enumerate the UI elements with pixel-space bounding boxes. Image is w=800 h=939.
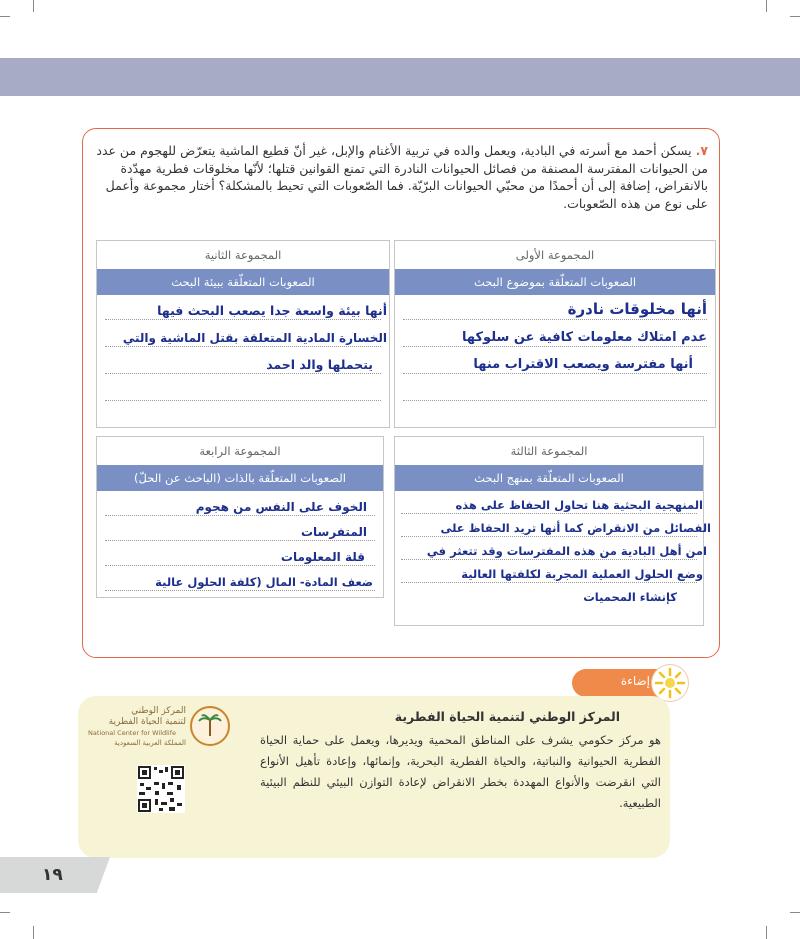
- answer-text: المتفرسات: [300, 525, 367, 539]
- answer-line[interactable]: [401, 491, 703, 514]
- group-4-subtitle: الصعوبات المتعلّقة بالذات (الباحث عن الحلّ): [97, 465, 383, 491]
- group-3-card: [394, 436, 711, 626]
- answer-line[interactable]: [105, 295, 387, 320]
- answer-line[interactable]: [105, 491, 375, 516]
- answer-text: الخسارة المادية المتعلقة بقتل الماشية والتي: [122, 331, 387, 345]
- group-3-title: المجموعة الثالثة: [510, 444, 588, 458]
- answer-line[interactable]: [401, 537, 707, 560]
- logo-text-en: National Center for Wildlife: [88, 729, 177, 737]
- answer-text: ضعف المادة- المال (كلفة الحلول عالية: [155, 575, 373, 589]
- answer-line[interactable]: [105, 320, 387, 347]
- answer-line[interactable]: [105, 541, 375, 566]
- crop-mark: [33, 0, 34, 12]
- header-band: [0, 58, 800, 96]
- sidebar-tab: [572, 669, 682, 697]
- answer-line[interactable]: [403, 295, 707, 320]
- answer-text: عدم امتلاك معلومات كافية عن سلوكها: [462, 330, 707, 345]
- crop-mark: [790, 912, 800, 913]
- crop-mark: [766, 926, 767, 939]
- answer-text: المنهجية البحثية هنا تحاول الحفاظ على هذه: [455, 498, 703, 512]
- light-icon: [652, 665, 688, 701]
- answer-line[interactable]: [105, 347, 381, 374]
- answer-text: الفصائل من الانقراض كما أنها تريد الحفاظ على: [440, 521, 711, 535]
- answer-line[interactable]: [403, 347, 707, 374]
- crop-mark: [766, 0, 767, 12]
- question-body: يسكن أحمد مع أسرته في البادية، ويعمل والده في تربية الأغنام والإبل، غير أنّ قطيع الماشية يتعرّض للهجوم من عدد من الحيوانات المفترسة المصنفة من فصائل الحيوانات النادرة التي تمنع القوانين قتلها؛ لأنّها مخلوقات فطرية مهدّدة بالانقراض، إضافة إلى أن أحمدًا من محبّي الحيوانات البرّيّة. فما الصّعوبات التي تحيط بالمشكلة؟ أختار مجموعة وأعمل على نوع من هذه الصّعوبات.: [96, 143, 708, 211]
- crop-mark: [33, 926, 34, 939]
- question-text: [96, 142, 708, 212]
- answer-line[interactable]: [105, 566, 375, 591]
- logo: [88, 702, 238, 760]
- sidebar-tab-label: إضاءة: [620, 674, 650, 688]
- info-title: المركز الوطني لتنمية الحياة الفطرية: [394, 709, 620, 724]
- answer-line[interactable]: [401, 514, 711, 537]
- group-1-subtitle: الصعوبات المتعلّقة بموضوع البحث: [395, 269, 715, 295]
- answer-text: أنها بيئة واسعة جدا يصعب البحث فيها: [157, 303, 387, 318]
- answer-text: أنها مخلوقات نادرة: [567, 300, 707, 318]
- crop-mark: [790, 16, 800, 17]
- group-2-title: المجموعة الثانية: [204, 248, 282, 262]
- palm-emblem-icon: [190, 706, 230, 746]
- group-4-card: [96, 436, 384, 598]
- answer-text: وضع الحلول العملية المجربة لكلفتها العالية: [461, 567, 703, 581]
- answer-text: قلة المعلومات: [280, 550, 365, 564]
- group-1-title: المجموعة الأولى: [515, 248, 595, 262]
- logo-text-ar-3: المملكة العربية السعودية: [114, 739, 186, 747]
- answer-line[interactable]: [403, 374, 707, 401]
- answer-line[interactable]: [403, 320, 707, 347]
- answer-line[interactable]: [401, 560, 703, 583]
- group-1-card: [394, 240, 716, 428]
- answer-text: كإنشاء المحميات: [583, 590, 677, 604]
- answer-line[interactable]: [401, 583, 697, 605]
- group-2-card: [96, 240, 390, 428]
- group-4-title: المجموعة الرابعة: [199, 444, 281, 458]
- crop-mark: [0, 16, 10, 17]
- answer-line[interactable]: [105, 516, 375, 541]
- answer-text: الخوف على النفس من هجوم: [195, 500, 367, 514]
- logo-text-ar-2: لتنمية الحياة الفطرية: [108, 717, 186, 727]
- answer-text: يتحملها والد احمد: [266, 357, 373, 372]
- question-number: ٧.: [695, 143, 708, 158]
- answer-text: أنها مفترسة ويصعب الاقتراب منها: [473, 357, 693, 372]
- crop-mark: [0, 912, 10, 913]
- page-number: ١٩: [42, 865, 63, 885]
- logo-text-ar-1: المركز الوطني: [131, 706, 186, 716]
- info-text: هو مركز حكومي يشرف على المناطق المحمية ويديرها، ويعمل على حماية الحياة الفطرية الحيوانية والنباتية، والحياة الفطرية البحرية، وإنمائها، وإعادة تأهيل الأنواع التي انقرضت والأنواع المهددة بخطر الانقراض لإعادة التوازن البيئي للنظم البيئية الطبيعية.: [260, 733, 661, 810]
- answer-text: امن أهل البادية من هذه المفترسات وقد تتعثر في: [426, 544, 707, 558]
- group-2-subtitle: الصعوبات المتعلّقة ببيئة البحث: [97, 269, 389, 295]
- answer-line[interactable]: [105, 374, 381, 401]
- group-3-subtitle: الصعوبات المتعلّقة بمنهج البحث: [395, 465, 703, 491]
- qr-code-icon: [137, 765, 185, 813]
